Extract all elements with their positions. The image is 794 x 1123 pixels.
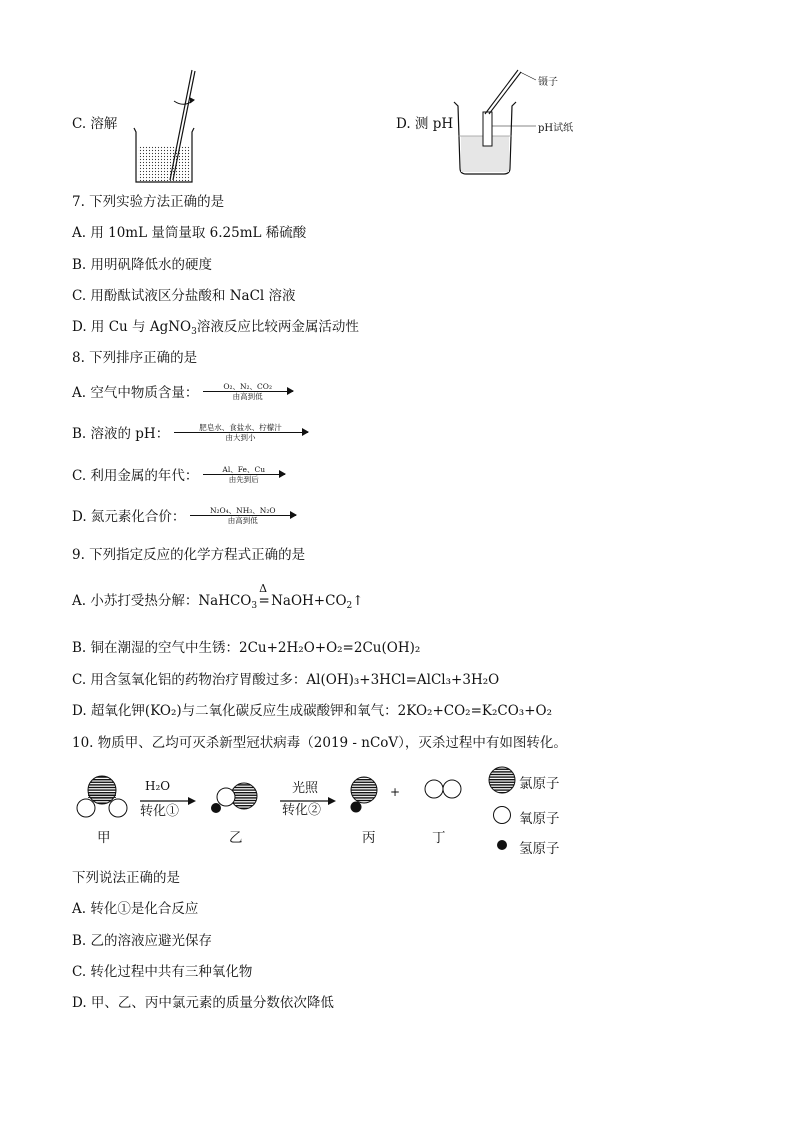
question-9-stem: 9. 下列指定反应的化学方程式正确的是 [72,547,306,563]
h2o-label: H₂O [145,779,171,793]
question-7-stem: 7. 下列实验方法正确的是 [72,194,225,210]
q9-option-d: D. 超氧化钾(KO₂)与二氧化碳反应生成碳酸钾和氧气：2KO₂+CO₂=K₂CO₃+O₂ [72,703,552,719]
q9-option-c: C. 用含氢氧化铝的药物治疗胃酸过多：Al(OH)₃+3HCl=AlCl₃+3H₂O [72,672,500,688]
label-bing: 丙 [362,830,376,846]
label-jia: 甲 [97,830,111,846]
option-d-label: D. 测 pH [396,116,454,132]
q10-lead: 下列说法正确的是 [72,870,180,886]
legend-oxygen: 氧原子 [519,811,560,827]
q8-option-d: D. 氮元素化合价： N₂O₄、NH₃、N₂O 由高到低 [72,508,296,527]
label-yi: 乙 [229,830,243,846]
q8-option-a: A. 空气中物质含量： O₂、N₂、CO₂ 由高到低 [72,384,293,403]
tweezers-label: 镊子 [538,77,558,88]
q7-option-b: B. 用明矾降低水的硬度 [72,257,213,273]
question-8-stem: 8. 下列排序正确的是 [72,350,198,366]
plus-sign: + [390,785,401,799]
q8-option-c: C. 利用金属的年代： Al、Fe、Cu 由先到后 [72,467,285,486]
q10-option-b: B. 乙的溶液应避光保存 [72,933,213,949]
q10-option-d: D. 甲、乙、丙中氯元素的质量分数依次降低 [72,995,334,1011]
ph-paper-label: pH试纸 [538,123,574,134]
label-ding: 丁 [432,830,446,846]
option-c-label: C. 溶解 [72,116,118,132]
legend-hydrogen: 氢原子 [519,841,560,857]
q8-option-b: B. 溶液的 pH： 肥皂水、食盐水、柠檬汁 由大到小 [72,425,308,444]
legend-chlorine: 氯原子 [519,776,560,792]
dissolve-beaker-illustration [130,68,210,188]
light-label: 光照 [292,781,319,796]
conversion-1-label: 转化① [140,804,180,819]
q7-option-c: C. 用酚酞试液区分盐酸和 NaCl 溶液 [72,288,296,304]
ph-test-illustration [452,66,542,178]
q10-option-c: C. 转化过程中共有三种氧化物 [72,964,253,980]
q9-option-b: B. 铜在潮湿的空气中生锈：2Cu+2H₂O+O₂=2Cu(OH)₂ [72,640,421,656]
conversion-2-label: 转化② [282,803,322,818]
q7-option-d: D. 用 Cu 与 AgNO$_3$溶液反应比较两金属活动性 [72,319,359,337]
question-10-stem: 10. 物质甲、乙均可灭杀新型冠状病毒（2019 - nCoV），灭杀过程中有如图转化。 [72,735,567,751]
q9-option-a: A. 小苏打受热分解：NaHCO$_3$ Δ $=NaOH+CO_2↑$ [72,582,364,611]
q7-option-a: A. 用 10mL 量筒量取 6.25mL 稀硫酸 [72,225,307,241]
q10-option-a: A. 转化①是化合反应 [72,901,199,917]
